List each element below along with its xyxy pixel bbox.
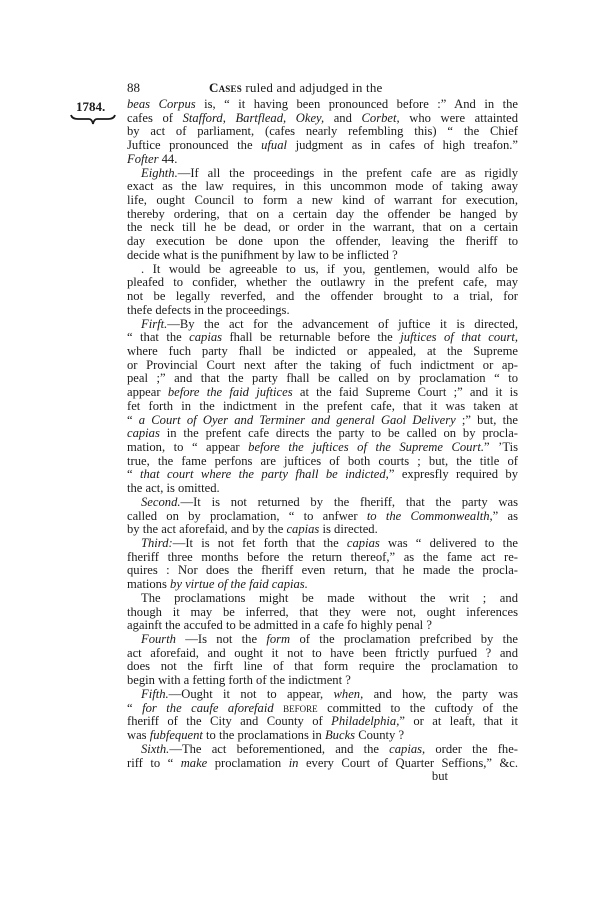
text-run: but xyxy=(431,770,448,784)
text-run: —It is not returned by the fheriff, that the party was xyxy=(180,495,518,509)
text-run: to the proclamations in xyxy=(202,729,325,743)
italic-run: capias xyxy=(346,537,380,550)
text-run: County ? xyxy=(355,729,405,743)
text-run: —The act beforementioned, and the xyxy=(169,742,390,756)
text-run: quires : Nor does the fheriff even return, that he made the procla- xyxy=(127,564,518,578)
text-run: and xyxy=(324,111,362,125)
italic-run: capias xyxy=(286,523,320,537)
text-run: decide what is the punifhment by law to be inflicted ? xyxy=(127,248,398,262)
running-header xyxy=(127,80,518,96)
italic-run: ufual xyxy=(261,139,288,153)
text-run: though it may be inferred, that they were not, ought inferences xyxy=(127,605,518,619)
text-line xyxy=(127,551,518,565)
text-line xyxy=(127,263,518,277)
text-line xyxy=(127,455,518,469)
text-line xyxy=(127,757,518,771)
italic-run: capias xyxy=(127,427,160,441)
text-run: order the fhe- xyxy=(425,742,518,756)
italic-run: to the Commonwealth, xyxy=(366,509,493,523)
text-run: judgment as in cafes of high treafon.” xyxy=(287,139,518,153)
text-run: mations xyxy=(127,578,171,592)
text-run: in the prefent cafe directs the party to be called on by procla- xyxy=(159,427,518,441)
text-run: riff to “ xyxy=(127,756,181,770)
text-line xyxy=(127,290,518,304)
text-run: thefe defects in the proceedings. xyxy=(127,303,290,317)
text-run: exact as the law requires, in this uncommon mode of taking away xyxy=(127,180,518,194)
italic-run: before the faid juftices xyxy=(167,386,293,400)
text-run: appear xyxy=(127,386,168,400)
text-line xyxy=(127,414,518,428)
text-run: Juftice pronounced the xyxy=(127,139,262,153)
text-run: committed to the cuftody of the xyxy=(317,701,518,715)
text-line xyxy=(127,249,518,263)
italic-run: Eighth. xyxy=(141,166,178,180)
italic-run: Philadelphia, xyxy=(331,715,400,729)
text-run: or Provincial Court next after the taking of fuch indictment or ap- xyxy=(127,358,518,372)
text-run: ” as xyxy=(492,509,518,523)
text-line xyxy=(127,139,518,153)
text-line xyxy=(127,304,518,318)
italic-run: a Court of Oyer and Terminer and general Gaol Delivery xyxy=(138,413,456,427)
text-line xyxy=(127,523,518,537)
text-line xyxy=(127,468,518,482)
text-line xyxy=(127,592,518,606)
text-run: by act of parliament, (cafes nearly refembling this) “ the Chief xyxy=(127,125,518,139)
text-run: fheriff three months before the return thereof,” as the fame act re- xyxy=(127,550,518,564)
running-head xyxy=(209,80,382,96)
text-line xyxy=(127,633,518,647)
text-run: by the act aforefaid, and by the xyxy=(127,523,287,537)
text-run: peal ;” and that the party fhall be called on by proclamation “ to xyxy=(127,372,518,386)
text-run: The proclamations might be made without the writ ; and xyxy=(141,591,518,605)
text-run: is directed. xyxy=(319,523,378,537)
text-run: who were attainted xyxy=(399,111,518,125)
text-line xyxy=(127,125,518,139)
italic-run: fubfequent xyxy=(149,729,203,743)
italic-run: Fifth. xyxy=(141,687,169,701)
text-run: begin with a fetting forth of the indictment ? xyxy=(127,674,351,688)
text-run: where fuch party fhall be indicted or appealed, at the Supreme xyxy=(127,344,518,358)
italic-run: by virtue of the faid capias. xyxy=(170,578,308,592)
italic-run: before the juftices of the Supreme Court. xyxy=(248,440,485,454)
italic-run: juftices of that court, xyxy=(400,331,518,345)
text-line xyxy=(127,770,518,784)
text-run: “ xyxy=(127,701,143,715)
text-run: true, the fame perfons are juftices of both courts ; but, the title of xyxy=(127,454,518,468)
text-line xyxy=(127,167,518,181)
text-line xyxy=(127,441,518,455)
text-line xyxy=(127,743,518,757)
italic-run: form xyxy=(266,633,291,647)
text-run: ” expresfly required by xyxy=(388,468,518,482)
text-line xyxy=(127,619,518,633)
text-run: fheriff of the City and County of xyxy=(127,715,332,729)
text-line xyxy=(127,427,518,441)
text-run: ;” but, the xyxy=(455,413,518,427)
text-run: before xyxy=(283,701,318,715)
text-run: was xyxy=(127,729,150,743)
text-line xyxy=(127,386,518,400)
text-line xyxy=(127,345,518,359)
italic-run: Stafford, Bartflead, Okey, xyxy=(182,111,325,125)
text-run: day execution be done upon the offender, leaving the fheriff to xyxy=(127,235,518,249)
text-run: . It would be agreeable to us, if you, gentlemen, would alfo be xyxy=(141,262,518,276)
text-line xyxy=(127,359,518,373)
text-run: ” ’Tis xyxy=(484,440,518,454)
text-run: —If all the proceedings in the prefent cafe are as rigidly xyxy=(177,166,518,180)
italic-run: when, xyxy=(333,687,364,701)
italic-run: Fofter xyxy=(127,152,159,166)
text-line xyxy=(127,153,518,167)
text-run: does not the firft line of that form require the proclamation to xyxy=(127,660,518,674)
text-line xyxy=(127,578,518,592)
text-line xyxy=(127,112,518,126)
text-line xyxy=(127,606,518,620)
text-run: —Ought it not to appear, xyxy=(168,687,334,701)
text-line xyxy=(127,318,518,332)
text-run: againft the accufed to be admitted in a cafe fo highly penal ? xyxy=(127,619,432,633)
text-line xyxy=(127,564,518,578)
italic-run: Firft. xyxy=(141,317,168,331)
italic-run: Second. xyxy=(141,495,181,509)
text-line xyxy=(127,235,518,249)
running-head-cases: Cases xyxy=(209,80,242,95)
margin-year-note: 1784. xyxy=(76,99,106,114)
text-line xyxy=(127,98,518,112)
text-run: the act, is omitted. xyxy=(127,482,220,496)
text-run: pleafed to confider, whether the outlawry in the prefent cafe, may xyxy=(127,276,518,290)
text-run: and how, the party was xyxy=(363,687,518,701)
text-line xyxy=(127,537,518,551)
text-line xyxy=(127,194,518,208)
running-head-rest: ruled and adjudged in the xyxy=(241,80,383,95)
text-run: at the faid Supreme Court ;” and it is xyxy=(292,386,518,400)
text-run: —Is not the xyxy=(175,633,267,647)
text-run: thereby ordering, that on a certain day the offender be hanged by xyxy=(127,207,518,221)
text-line xyxy=(127,482,518,496)
text-line xyxy=(127,702,518,716)
text-line xyxy=(127,688,518,702)
text-line xyxy=(127,400,518,414)
italic-run: Bucks xyxy=(324,729,356,743)
body-text xyxy=(127,98,518,784)
text-line xyxy=(127,715,518,729)
page-number: 88 xyxy=(127,80,140,95)
text-run: “ xyxy=(127,413,139,427)
italic-run: Sixth. xyxy=(141,742,170,756)
italic-run: beas Corpus xyxy=(127,98,196,111)
italic-run: Fourth xyxy=(141,633,176,647)
text-run: —It is not fet forth that the xyxy=(172,537,347,550)
italic-run: that court where the party fhall be indicted, xyxy=(139,468,389,482)
italic-run: make xyxy=(180,756,208,770)
text-run: “ xyxy=(127,468,140,482)
text-run: cafes of xyxy=(127,111,183,125)
text-run: called on by proclamation, “ to anfwer xyxy=(127,509,367,523)
italic-run: Corbet, xyxy=(361,111,400,125)
text-line xyxy=(127,276,518,290)
text-run: fet forth in the indictment in the prefent cafe, that it was taken at xyxy=(127,399,518,413)
italic-run: capias, xyxy=(389,742,426,756)
text-line xyxy=(127,674,518,688)
text-run: is, “ it having been pronounced before :” And in the xyxy=(195,98,518,111)
text-run: not be legally reverfed, and the offender brought to a trial, for xyxy=(127,290,518,304)
text-line xyxy=(127,180,518,194)
text-run: —By the act for the advancement of juftice it is directed, xyxy=(167,317,518,331)
text-run: fhall be returnable before the xyxy=(222,331,401,345)
text-run: “ that the xyxy=(127,331,190,345)
margin-brace-icon xyxy=(70,114,116,126)
text-line xyxy=(127,647,518,661)
text-line xyxy=(127,208,518,222)
italic-run: in xyxy=(288,756,299,770)
text-run: the neck till he be dead, or order in the warrant, that on a certain xyxy=(127,221,518,235)
text-run: 44. xyxy=(158,152,178,166)
text-line xyxy=(127,729,518,743)
text-run xyxy=(274,702,284,715)
text-run: of the proclamation prefcribed by the xyxy=(290,633,518,647)
text-line xyxy=(127,496,518,510)
italic-run: capias xyxy=(189,331,223,345)
text-line xyxy=(127,221,518,235)
text-run: was “ delivered to the xyxy=(379,537,518,550)
text-line xyxy=(127,660,518,674)
text-run: ” or at leaft, that it xyxy=(399,715,518,729)
italic-run: Third: xyxy=(141,537,173,550)
text-line xyxy=(127,331,518,345)
text-run: proclamation xyxy=(207,756,289,770)
text-run: every Court of Quarter Seffions,” &c. xyxy=(298,756,518,770)
text-run: life, ought Council to form a new kind of warrant for execution, xyxy=(127,194,518,208)
text-line xyxy=(127,372,518,386)
text-run: mation, to “ appear xyxy=(127,440,249,454)
text-run: act aforefaid, and ought it not to have been ftrictly purfued ? and xyxy=(127,646,518,660)
italic-run: for the caufe aforefaid xyxy=(142,701,274,715)
text-line xyxy=(127,510,518,524)
